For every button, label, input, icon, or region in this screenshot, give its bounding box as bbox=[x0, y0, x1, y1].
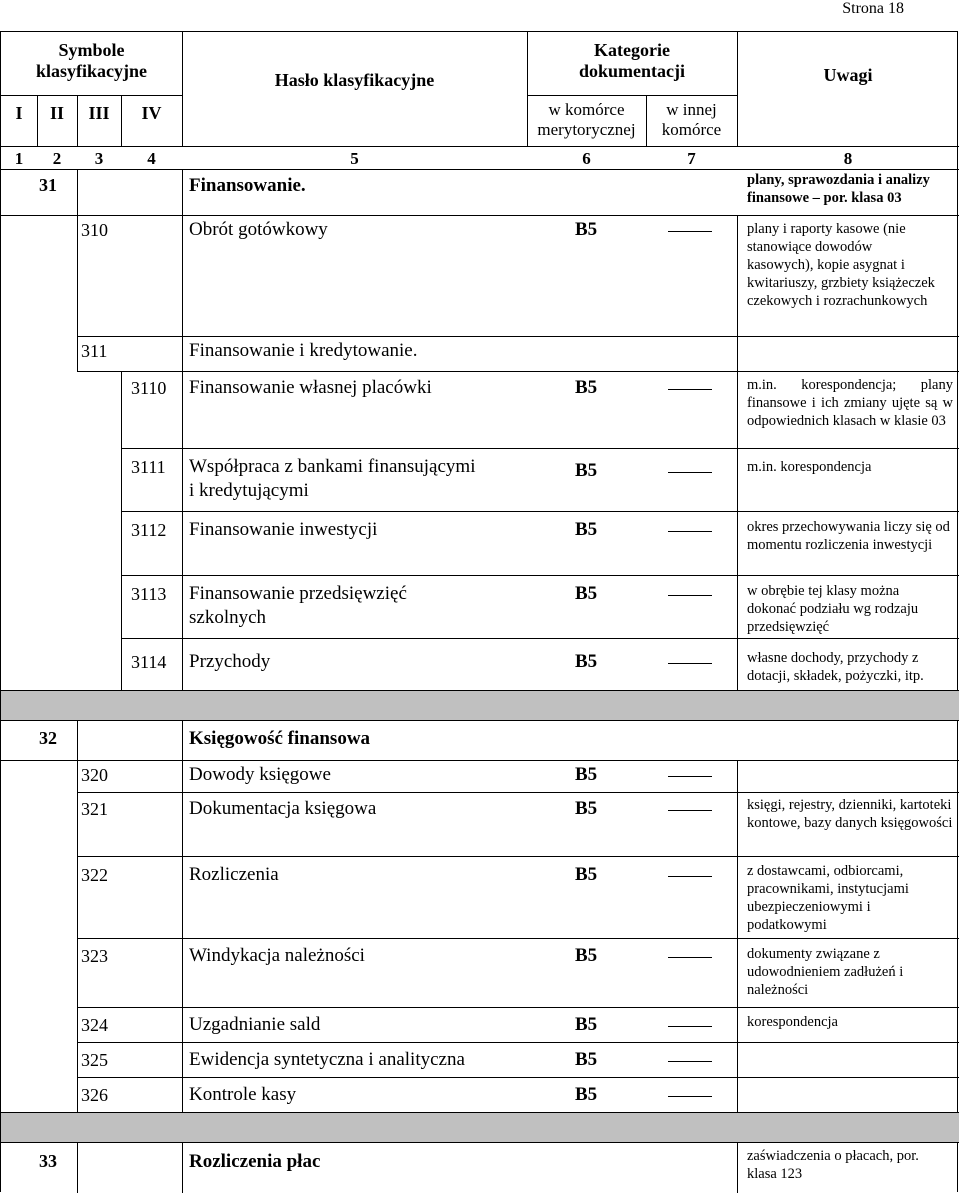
row-category: B5 bbox=[575, 460, 598, 481]
row-note: plany, sprawozdania i analizy finansowe – por. klasa 03 bbox=[747, 172, 930, 206]
row-category: B5 bbox=[575, 377, 598, 398]
row-title: Dowody księgowe bbox=[189, 764, 331, 785]
row-title: Przychody bbox=[189, 651, 271, 672]
row-category: B5 bbox=[575, 583, 598, 604]
dash-mark bbox=[668, 663, 712, 664]
row-symbol: 311 bbox=[81, 341, 108, 361]
colnum-5: 5 bbox=[350, 149, 359, 168]
row-category: B5 bbox=[575, 1049, 598, 1070]
dash-mark bbox=[668, 531, 712, 532]
dash-mark bbox=[668, 876, 712, 877]
colnum-2: 2 bbox=[52, 149, 62, 168]
row-symbol: 3111 bbox=[131, 457, 166, 477]
row-symbol: 3114 bbox=[131, 652, 167, 672]
row-symbol: 325 bbox=[81, 1050, 108, 1070]
colnum-4: 4 bbox=[147, 149, 156, 168]
row-symbol: 310 bbox=[81, 220, 108, 240]
row-category: B5 bbox=[575, 798, 598, 819]
row-title: Współpraca z bankami finansującymi bbox=[189, 456, 476, 477]
header-level-1: I bbox=[15, 103, 23, 123]
page-number: Strona 18 bbox=[842, 0, 904, 17]
row-title: Rozliczenia płac bbox=[189, 1151, 321, 1172]
header-uwagi: Uwagi bbox=[823, 65, 873, 85]
header-w-komorce: w komórce merytorycznej bbox=[537, 100, 636, 139]
row-symbol: 320 bbox=[81, 765, 108, 785]
classification-table bbox=[0, 31, 958, 1192]
colnum-7: 7 bbox=[687, 149, 696, 168]
row-symbol: 322 bbox=[81, 865, 108, 885]
row-title: Windykacja należności bbox=[189, 945, 365, 966]
row-note: w obrębie tej klasy można dokonać podziału wg rodzaju przedsięwzięć bbox=[747, 583, 919, 635]
dash-mark bbox=[668, 957, 712, 958]
row-note: okres przechowywania liczy się od momentu rozliczenia inwestycji bbox=[747, 519, 950, 553]
section-separator bbox=[1, 691, 959, 720]
row-category: B5 bbox=[575, 1014, 598, 1035]
row-title: Uzgadnianie sald bbox=[189, 1014, 321, 1035]
row-title: Finansowanie. bbox=[189, 175, 306, 196]
colnum-1: 1 bbox=[14, 149, 24, 168]
row-category: B5 bbox=[575, 864, 598, 885]
row-category: B5 bbox=[575, 519, 598, 540]
row-title: Rozliczenia bbox=[189, 864, 279, 885]
header-w-innej: w innej komórce bbox=[661, 100, 722, 139]
row-category: B5 bbox=[575, 945, 598, 966]
row-title: Ewidencja syntetyczna i analityczna bbox=[189, 1049, 465, 1070]
row-category: B5 bbox=[575, 219, 598, 240]
row-note: zaświadczenia o płacach, por. klasa 123 bbox=[747, 1148, 919, 1182]
row-symbol: 3112 bbox=[131, 520, 167, 540]
row-note: m.in. korespondencja bbox=[747, 459, 872, 475]
dash-mark bbox=[668, 231, 712, 232]
header-level-4: IV bbox=[141, 103, 162, 123]
row-note: własne dochody, przychody z dotacji, składek, pożyczki, itp. bbox=[747, 650, 924, 684]
row-note: m.in. korespondencja; plany finansowe i ich zmiany ujęte są w odpowiednich klasach w klasie 03 bbox=[747, 377, 953, 429]
header-level-3: III bbox=[88, 103, 110, 123]
row-category: B5 bbox=[575, 651, 598, 672]
row-title: Księgowość finansowa bbox=[189, 728, 371, 749]
row-note: księgi, rejestry, dzienniki, kartoteki kontowe, bazy danych księgowości bbox=[747, 797, 953, 831]
dash-mark bbox=[668, 595, 712, 596]
row-symbol: 324 bbox=[81, 1015, 108, 1035]
row-symbol: 321 bbox=[81, 799, 108, 819]
row-title-line2: szkolnych bbox=[189, 607, 267, 628]
dash-mark bbox=[668, 389, 712, 390]
row-symbol: 326 bbox=[81, 1085, 108, 1105]
section-separator bbox=[1, 1113, 959, 1142]
row-symbol: 33 bbox=[39, 1151, 57, 1171]
header-haslo: Hasło klasyfikacyjne bbox=[274, 70, 435, 90]
row-note: korespondencja bbox=[747, 1014, 838, 1030]
row-symbol: 3110 bbox=[131, 378, 167, 398]
header-kategorie: Kategorie dokumentacji bbox=[578, 40, 685, 81]
row-note: dokumenty związane z udowodnieniem zadłużeń i należności bbox=[747, 946, 904, 998]
dash-mark bbox=[668, 472, 712, 473]
row-symbol: 323 bbox=[81, 946, 108, 966]
colnum-8: 8 bbox=[843, 149, 853, 168]
row-title: Kontrole kasy bbox=[189, 1084, 297, 1105]
row-note: z dostawcami, odbiorcami, pracownikami, instytucjami ubezpieczeniowymi i podatkowymi bbox=[747, 863, 909, 933]
dash-mark bbox=[668, 1096, 712, 1097]
row-category: B5 bbox=[575, 1084, 598, 1105]
dash-mark bbox=[668, 776, 712, 777]
row-title: Finansowanie przedsięwzięć bbox=[189, 583, 407, 604]
row-title: Finansowanie i kredytowanie. bbox=[189, 340, 418, 361]
row-symbol: 32 bbox=[39, 728, 57, 748]
row-title: Finansowanie własnej placówki bbox=[189, 377, 432, 398]
row-title: Dokumentacja księgowa bbox=[189, 798, 377, 819]
row-note: plany i raporty kasowe (nie stanowiące dowodów kasowych), kopie asygnat i kwitariuszy, grzbiety książeczek czekowych i rozrachunkowych bbox=[747, 221, 935, 309]
header-symbols: Symbole klasyfikacyjne bbox=[35, 40, 147, 81]
colnum-6: 6 bbox=[582, 149, 591, 168]
dash-mark bbox=[668, 1061, 712, 1062]
row-symbol: 3113 bbox=[131, 584, 167, 604]
colnum-3: 3 bbox=[94, 149, 104, 168]
header-level-2: II bbox=[49, 103, 64, 123]
row-symbol: 31 bbox=[39, 175, 57, 195]
dash-mark bbox=[668, 1026, 712, 1027]
row-title-line2: i kredytującymi bbox=[189, 480, 309, 501]
row-title: Finansowanie inwestycji bbox=[189, 519, 378, 540]
row-category: B5 bbox=[575, 764, 598, 785]
row-title: Obrót gotówkowy bbox=[189, 219, 328, 240]
dash-mark bbox=[668, 810, 712, 811]
